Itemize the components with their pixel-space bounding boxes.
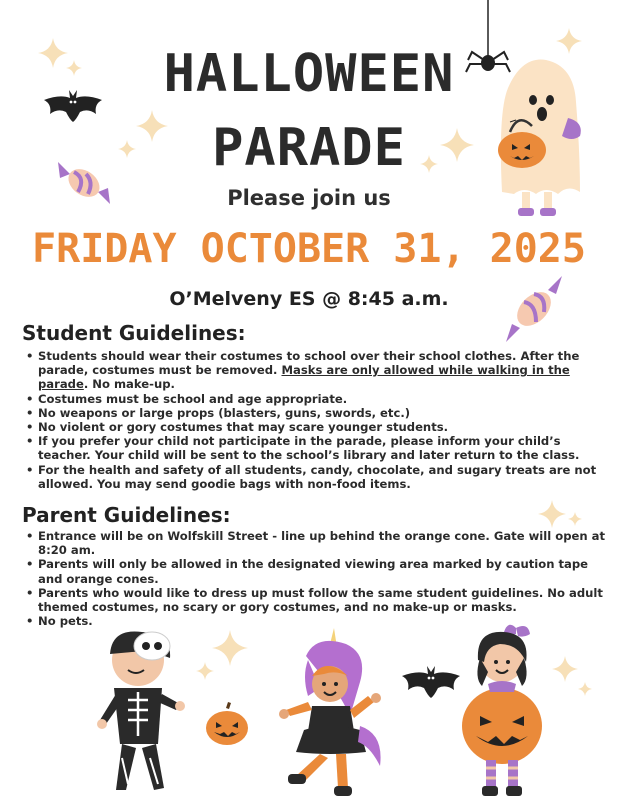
- sparkle-icon: [420, 155, 438, 173]
- sparkle-icon: [556, 28, 582, 54]
- student-guidelines-list: [22, 349, 606, 491]
- title-line-1: HALLOWEEN: [163, 44, 455, 104]
- list-item: • No weapons or large props (blasters, guns, swords, etc.): [38, 406, 606, 420]
- subtitle: Please join us: [227, 186, 391, 210]
- sparkle-icon: [578, 682, 592, 696]
- sparkle-icon: [118, 140, 136, 158]
- list-item: • No violent or gory costumes that may scare younger students.: [38, 420, 606, 434]
- masks-rule-underlined: Masks are only allowed while walking in the parade: [38, 363, 570, 392]
- list-item: • If you prefer your child not participate in the parade, please inform your child’s teacher. Your child will be sent to the school’s library and later return to the class.: [38, 434, 606, 462]
- pumpkin-kid-icon: [458, 622, 550, 800]
- sparkle-icon: [38, 38, 68, 68]
- list-item: • Students should wear their costumes to school over their school clothes. After the parade, costumes must be removed. Masks are only allowed while walking in the parade. No make-up.: [38, 349, 606, 392]
- event-date: FRIDAY OCTOBER 31, 2025: [32, 226, 586, 272]
- parent-guidelines-heading: Parent Guidelines:: [22, 503, 231, 527]
- list-item: • No pets.: [38, 614, 606, 628]
- list-item: • Parents will only be allowed in the designated viewing area marked by caution tape and orange cones.: [38, 557, 606, 585]
- sparkle-icon: [552, 656, 578, 682]
- parent-guidelines-list: [22, 529, 606, 628]
- sparkle-icon: [136, 110, 168, 142]
- sparkle-icon: [66, 60, 82, 76]
- pumpkin-icon: [204, 702, 250, 746]
- bat-icon: [40, 86, 106, 126]
- student-guidelines-heading: Student Guidelines:: [22, 321, 246, 345]
- list-item: • For the health and safety of all students, candy, chocolate, and sugary treats are not allowed. You may send goodie bags with non-food items.: [38, 463, 606, 491]
- candy-icon: [56, 156, 112, 210]
- candy-icon: [504, 274, 564, 344]
- list-item: • Parents who would like to dress up must follow the same student guidelines. No adult themed costumes, no scary or gory costumes, and no make-up or masks.: [38, 586, 606, 614]
- bat-icon: [398, 662, 464, 702]
- sparkle-icon: [568, 512, 582, 526]
- unicorn-kid-icon: [276, 626, 386, 800]
- list-item: • Entrance will be on Wolfskill Street - line up behind the orange cone. Gate will open at 8:20 am.: [38, 529, 606, 557]
- title-line-2: PARADE: [212, 118, 406, 178]
- sparkle-icon: [196, 662, 214, 680]
- list-item: • Costumes must be school and age appropriate.: [38, 392, 606, 406]
- sparkle-icon: [440, 128, 474, 162]
- event-location: O’Melveny ES @ 8:45 a.m.: [169, 288, 449, 310]
- skeleton-kid-icon: [92, 624, 192, 800]
- sparkle-icon: [538, 500, 566, 528]
- sparkle-icon: [212, 630, 248, 666]
- ghost-icon: [488, 52, 588, 222]
